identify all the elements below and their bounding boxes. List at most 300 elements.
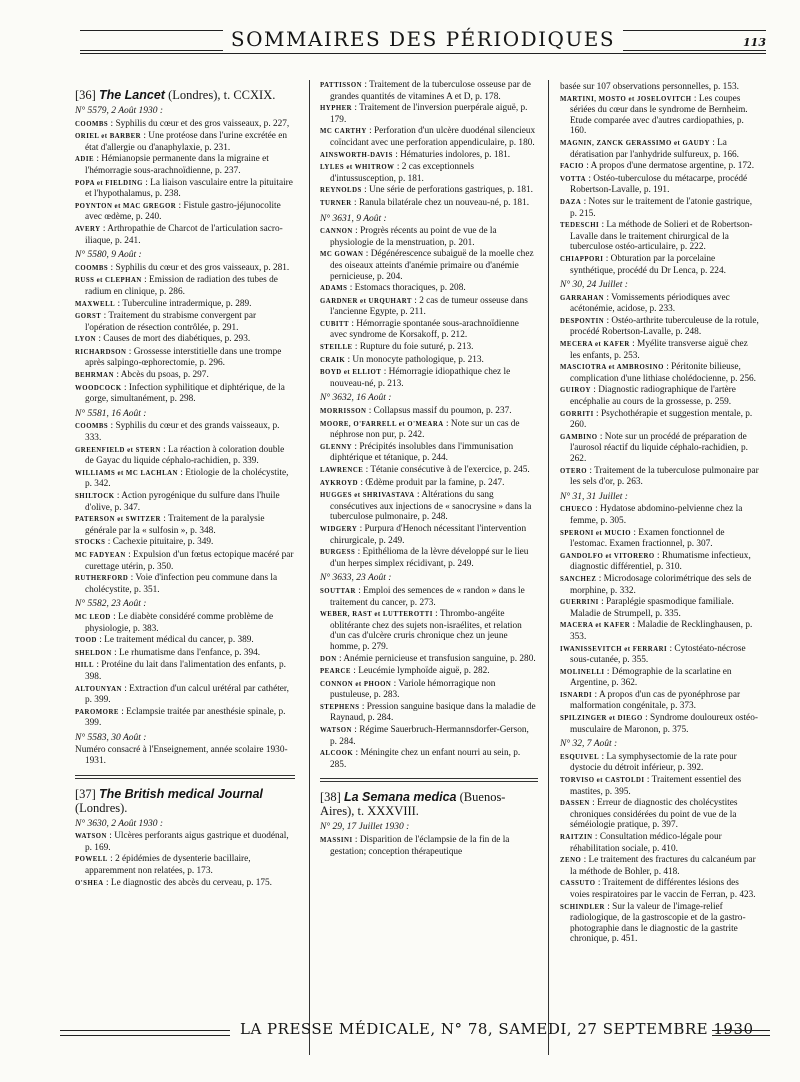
article-entry [75,648,295,660]
entry-title: : Anémie pernicieuse et transfusion sanguine, p. 280. [338,653,536,664]
entry-title: : Traitement de la tuberculose pulmonaire par les sels d'or, p. 263. [570,465,759,488]
entry-title: : La dératisation par l'anhydride sulfureux, p. 166. [570,137,739,160]
article-entry [320,367,538,389]
entry-author: POPA et FIELDING [75,179,143,187]
article-entry [560,293,760,315]
article-entry [320,198,538,210]
entry-title: : Action pyrogénique du sulfure dans l'huile d'olive, p. 347. [85,491,280,513]
entry-author: SHILTOCK [75,493,115,500]
entry-author: ESQUIVEL [560,753,600,761]
footer-text: LA PRESSE MÉDICALE, N° 78, SAMEDI, 27 SEPTEMBRE 1930 [240,1020,754,1038]
entry-title: : Note sur un cas de néphrose non pur, p. 242. [330,418,520,441]
entry-title: : Diagnostic radiographique de l'artère encéphalie au cours de la grossesse, p. 259. [570,385,736,408]
entry-title: : Infection syphilitique et diphtérique, de la gorge, simultanément, p. 298. [85,382,285,405]
entry-title: : Hydatose abdomino-pelvienne chez la femme, p. 305. [570,504,743,526]
entry-author: MARTINI, MOSTO et JOSELOVITCH [560,95,692,103]
entry-title: : Traitement de l'inversion puerpérale aiguë, p. 179. [330,103,528,125]
issue-heading: N° 5580, 9 Août : [75,250,142,261]
entry-author: ORIEL et BARBER [75,133,142,141]
entry-author: RICHARDSON [75,348,127,356]
article-entry [320,835,538,857]
entry-title: : Expulsion d'un fœtus ectopique macéré par curettage utérin, p. 350. [85,549,294,572]
entry-title: : Méningite chez un enfant nourri au sein, p. 285. [330,748,521,770]
entry-author: HUGGES et SHRIVASTAVA [320,492,415,500]
entry-title: : Purpura d'Henoch nécessitant l'intervention chirurgicale, p. 249. [330,523,527,546]
entry-title: : Traitement essentiel des mastites, p. 395. [570,775,742,797]
entry-author: DESPONTIN [560,317,605,325]
entry-title: basée sur 107 observations personnelles, p. 153. [560,82,739,92]
entry-author: OTERO [560,467,588,475]
entry-title: : Erreur de diagnostic des cholécystites chroniques considérées du point de vue de la séméiologie pratique, p. 397. [570,798,738,831]
entry-author: MACERA et KAFER [560,622,631,630]
entry-author: BOYD et ELLIOT [320,369,382,377]
section-separator [320,778,538,782]
entry-title: : Traitement de la paralysie générale par la « sulfosin », p. 348. [85,514,265,536]
entry-list [75,612,295,729]
header-rule [80,53,766,54]
article-entry [560,220,760,253]
entry-list [560,504,760,735]
entry-author: MOORE, O'FARRELL et O'MEARA [320,420,444,428]
entry-author: SANCHEZ [560,575,597,583]
entry-author: ADIE [75,156,94,164]
entry-author: GORRITI [560,410,594,418]
entry-author: GREENFIELD et STERN [75,446,161,454]
entry-title: : Syphilis du cœur et des grands vaisseaux, p. 333. [85,421,280,444]
entry-title: : Arthropathie de Charcot de l'articulation sacro-iliaque, p. 241. [85,223,283,246]
entry-title: : Vomissements périodiques avec acétonémie, acidose, p. 233. [570,292,730,315]
entry-title: : Œdème produit par la famine, p. 247. [360,477,505,488]
issue-heading: N° 32, 7 Août : [560,739,618,750]
page-number: 113 [737,36,766,49]
article-entry [320,226,538,248]
article-entry [75,831,295,853]
journal-heading [75,88,295,102]
entry-title: : Une protéose dans l'urine excrétée en état d'allergie ou d'anaphylaxie, p. 231. [85,131,288,153]
entry-title: : Emission de radiation des tubes de radium en clinique, p. 286. [85,275,278,297]
entry-author: BURGESS [320,549,356,557]
entry-title: : A propos d'une dermatose argentine, p. 172. [586,161,755,172]
entry-title: : Syphilis du cœur et des gros vaisseaux, p. 281. [110,262,290,273]
entry-title: : Epithélioma de la lèvre développé sur le lieu d'un herpes simplex récidivant, p. 249. [330,547,529,569]
entry-title: : Ostéo-tuberculose du métacarpe, procédé Robertson-Lavalle, p. 191. [570,173,748,196]
entry-title: : Traitement de différentes lésions des voies respiratoires par le vaccin de Ferran, p. 423. [570,878,756,900]
entry-author: TOOD [75,637,97,645]
entry-title: : Démographie de la scarlatine en Argentine, p. 362. [570,666,732,689]
article-entry [560,597,760,619]
entry-title: : Maladie de Recklinghausen, p. 353. [570,620,753,642]
article-entry [560,878,760,900]
article-entry [75,421,295,443]
article-entry [320,283,538,295]
entry-author: ISNARDI [560,691,593,699]
entry-title: : Progrès récents au point de vue de la physiologie de la menstruation, p. 201. [330,226,497,248]
entry-author: POYNTON et MAC GREGOR [75,202,177,210]
entry-author: TURNER [320,199,352,207]
footer-rule [712,1030,770,1036]
entry-title: : Protéine du lait dans l'alimentation des enfants, p. 398. [85,660,286,682]
page-footer [60,1018,770,1042]
entry-list [320,80,538,210]
entry-title: : Rupture du foie suturé, p. 213. [354,342,474,353]
article-entry [320,586,538,608]
article-entry [560,574,760,596]
article-entry [320,185,538,197]
article-entry [560,752,760,774]
entry-author: MOLINELLI [560,668,605,676]
entry-author: ZENO [560,857,582,865]
entry-title: : Le diabète considéré comme problème de physiologie, p. 383. [85,611,274,634]
entry-title: : Hémianopsie permanente dans la migraine et l'hémorragie sous-arachnoïdienne, p. 237. [85,154,269,176]
entry-author: SPILZINGER et DIEGO [560,715,643,723]
article-entry [75,347,295,369]
article-entry [75,660,295,682]
article-entry [560,385,760,407]
entry-title: : Paraplégie spasmodique familiale. Maladie de Strumpell, p. 335. [570,597,734,619]
article-entry [320,342,538,354]
entry-author: DAZA [560,198,582,206]
article-entry [75,468,295,490]
article-entry [560,432,760,465]
entry-author: PATERSON et SWITZER [75,516,161,524]
entry-title: : Leucémie lymphoïde aiguë, p. 282. [353,666,490,677]
issue-heading: N° 31, 31 Juillet : [560,491,628,502]
entry-author: CASSUTO [560,880,596,888]
entry-title: : Les coupes sériées du cœur dans le syndrome de Bernheim. Etude comparée avec d'autres cardiopathies, p. 160. [570,93,748,137]
entry-list [560,293,760,488]
entry-text: Numéro consacré à l'Enseignement, année scolaire 1930-1931. [75,745,288,767]
entry-list [320,406,538,569]
entry-title: : A propos d'un cas de pyonéphrose par malformation congénitale, p. 373. [570,689,741,712]
entry-author: MC GOWAN [320,251,364,259]
entry-author: SCHINDLER [560,903,605,911]
entry-title: : 2 cas exceptionnels d'intussusception, p. 181. [330,162,475,184]
entry-list [320,835,538,857]
entry-title: : Traitement de la tuberculose osseuse par de grandes quantités de vitamines A et D, p. 178. [330,80,531,102]
article-entry [320,319,538,341]
page-title: SOMMAIRES DES PÉRIODIQUES [223,27,623,51]
entry-author: WEBER, RAST et LUTTEROTTI [320,611,433,619]
article-entry [320,679,538,701]
entry-author: GANDOLFO et VITORERO [560,552,655,560]
column-divider [309,80,310,1055]
entry-title: : Cachexie pituitaire, p. 349. [107,537,214,548]
article-entry [75,370,295,382]
entry-title: : Le diagnostic des abcès du cerveau, p. 175. [106,877,273,888]
journal-details: (Londres), t. CCXIX. [168,88,276,102]
entry-title: : Le traitement médical du cancer, p. 389. [99,635,254,646]
article-entry [320,478,538,490]
column-2 [320,80,538,858]
article-entry [320,490,538,523]
entry-author: TEDESCHI [560,222,600,230]
entry-title: : 2 cas de tumeur osseuse dans l'ancienne Egypte, p. 211. [330,295,528,318]
entry-title: : Microdosage colorimétrique des sels de morphine, p. 332. [570,573,752,596]
entry-title: : Syndrome douloureux ostéo-musculaire de Maronon, p. 375. [570,713,758,735]
article-entry [320,465,538,477]
entry-title: : Notes sur le traitement de l'atonie gastrique, p. 215. [570,196,753,219]
entry-list [75,263,295,405]
entry-author: MECERA et KAFER [560,341,630,349]
entry-list [560,82,760,276]
entry-author: WATSON [320,727,352,735]
entry-author: DON [320,655,337,663]
entry-author: RUSS et CLEPHAN [75,277,142,285]
article-entry [75,154,295,176]
entry-title: : Altérations du sang consécutives aux injections de « sanocrysine » dans la tuberculose pulmonaire, p. 248. [330,490,532,523]
entry-title: : Un monocyte pathologique, p. 213. [347,354,484,365]
entry-title: : Rhumatisme infectieux, diagnostic différentiel, p. 310. [570,550,751,573]
journal-name: La Semana medica [343,790,457,805]
entry-author: FACIO [560,163,584,171]
entry-author: BEHRMAN [75,372,114,380]
article-entry [320,442,538,464]
article-entry [560,832,760,854]
entry-title: : Une série de perforations gastriques, p. 181. [364,185,533,196]
article-entry [560,798,760,831]
entry-title: : Précipités insolubles dans l'immunisation diphtérique et tétanique, p. 244. [330,441,514,464]
article-entry [75,224,295,246]
journal-number: [36] [75,88,96,102]
entry-title: : 2 épidémies de dysenterie bacillaire, apparemment non relatées, p. 173. [85,854,251,877]
article-entry [75,550,295,572]
article-entry [320,249,538,282]
article-entry [75,299,295,311]
entry-title: : La méthode de Solieri et de Robertson-Lavalle dans le traitement chirurgical de la tuberculose ostéo-articulaire, p. 222. [570,220,753,253]
entry-author: WIDGERY [320,525,358,533]
article-entry [560,174,760,196]
entry-author: COOMBS [75,264,109,272]
article-entry [560,690,760,712]
entry-author: LAWRENCE [320,467,364,474]
entry-author: POWELL [75,856,108,864]
entry-list [560,752,760,945]
entry-title: : Grossesse interstitielle dans une trompe après salpingo-œphorectomie, p. 296. [85,346,282,369]
entry-author: SPERONI et MUCIO [560,529,632,537]
article-entry [320,609,538,652]
entry-author: LYON [75,336,97,344]
article-entry [75,334,295,346]
entry-title: : Hématuries indolores, p. 181. [395,149,511,160]
article-entry [75,178,295,200]
entry-author: MC CARTHY [320,128,367,136]
column-divider [548,80,549,1055]
article-entry [560,362,760,384]
entry-author: MC FADYEAN [75,551,126,559]
article-entry [560,466,760,488]
entry-title: : La liaison vasculaire entre la pituitaire et l'hypothalamus, p. 238. [85,177,293,200]
entry-list [75,421,295,595]
article-entry [75,131,295,153]
entry-title: : Hémorragie spontanée sous-arachnoïdienne avec syndrome de Korsakoff, p. 212. [330,318,519,341]
entry-author: CHIAPPORI [560,255,604,263]
issue-heading: N° 3633, 23 Août : [320,573,392,584]
entry-title: : Dégénérescence subaiguë de la moelle chez des oiseaux atteints d'anémie primaire ou d'anémie pernicieuse, p. 204. [330,249,534,282]
article-entry [320,666,538,678]
entry-author: STOCKS [75,539,106,547]
article-entry [560,775,760,797]
entry-title: : Consultation médico-légale pour réhabilitation sociale, p. 410. [570,832,722,854]
article-entry [560,197,760,219]
entry-author: SHELDON [75,649,112,657]
article-entry [75,491,295,513]
entry-author: GUIROY [560,387,591,395]
issue-heading: N° 5583, 30 Août : [75,732,147,743]
entry-author: COOMBS [75,423,109,431]
entry-author: AINSWORTH-DAVIS [320,151,393,159]
entry-title: : Variole hémorragique non pustuleuse, p. 283. [330,678,496,701]
entry-title: : Fistule gastro-jéjunocolite avec œdème, p. 240. [85,200,281,223]
entry-author: HILL [75,662,94,670]
article-entry [75,311,295,333]
journal-number: [38] [320,790,341,805]
entry-title: : Causes de mort des diabétiques, p. 293. [98,334,251,345]
article-entry [75,445,295,467]
entry-author: O'SHEA [75,879,104,887]
entry-title: : Emploi des semences de « randon » dans le traitement du cancer, p. 273. [330,585,525,608]
entry-title: : Tuberculine intradermique, p. 289. [117,298,252,309]
entry-author: MASCIOTRA et AMBROSINO [560,364,664,372]
article-entry [560,713,760,735]
entry-title: : Ulcères perforants aigus gastrique et duodénal, p. 169. [85,831,289,853]
entry-title: : Régime Sauerbruch-Hermannsdorfer-Gerson, p. 284. [330,725,529,747]
article-entry [560,94,760,137]
article-entry [320,654,538,666]
article-entry [320,80,538,102]
entry-title: : Syphilis du cœur et des gros vaisseaux, p. 227, [110,118,290,129]
entry-author: COOMBS [75,120,109,128]
entry-author: GLENNY [320,443,353,451]
entry-title: : Disparition de l'éclampsie de la fin de la gestation; conception thérapeutique [330,835,510,857]
column-1 [75,82,295,890]
article-entry [75,707,295,729]
article-entry [320,355,538,367]
article-entry [75,263,295,275]
article-entry [560,504,760,526]
entry-author: GARRAHAN [560,294,605,302]
entry-author: ALCOOK [320,750,354,758]
entry-author: STEPHENS [320,703,360,711]
issue-heading: N° 5579, 2 Août 1930 : [75,106,164,116]
entry-author: IWANISSEVITCH et FERRARI [560,645,668,653]
entry-title: : Cytostéato-nécrose sous-cutanée, p. 355. [570,643,746,666]
article-entry [75,612,295,634]
issue-heading: N° 5581, 16 Août : [75,408,147,419]
entry-author: CRAIK [320,356,346,364]
article-entry [75,537,295,549]
entry-title: : Abcès du psoas, p. 297. [116,370,209,381]
article-entry [560,82,760,93]
entry-author: HYPHER [320,105,353,113]
entry-title: : Sur la valeur de l'image-relief radiologique, de la gastroscopie et de la gastro-photographie dans le diagnostic de la gastrite chronique, p. 451. [570,901,746,945]
article-entry [560,902,760,945]
entry-author: LYLES et WHITROW [320,164,395,172]
journal-name: The British medical Journal [98,786,263,801]
article-entry [320,702,538,724]
article-entry [560,161,760,173]
issue-heading: N° 3631, 9 Août : [320,213,387,224]
column-3 [560,82,760,946]
entry-title: : Obturation par la porcelaine synthétique, procédé du Dr Lenca, p. 224. [570,253,726,276]
entry-title: : Tétanie consécutive à de l'exercice, p. 245. [365,465,530,475]
entry-author: CUBITT [320,320,350,328]
article-entry [320,725,538,747]
entry-title: : Myélite transverse aiguë chez les enfants, p. 253. [570,339,748,361]
entry-author: CANNON [320,228,353,236]
article-entry [75,635,295,647]
article-entry [560,667,760,689]
entry-list [75,831,295,889]
issue-heading: N° 3632, 16 Août : [320,393,392,404]
article-entry [560,316,760,338]
entry-author: DASSEN [560,800,590,808]
issue-heading: N° 3630, 2 Août 1930 : [75,818,164,829]
article-entry [75,878,295,890]
entry-title: : Examen fonctionnel de l'estomac. Examen fractionnel, p. 307. [570,527,725,550]
article-entry [560,339,760,361]
entry-author: GORST [75,313,102,321]
footer-rule [60,1030,230,1036]
article-entry [75,854,295,876]
entry-title: : Pression sanguine basique dans la maladie de Raynaud, p. 284. [330,701,536,724]
entry-list [320,586,538,771]
entry-author: PAROMORE [75,708,119,716]
entry-author: SOUTTAR [320,587,356,595]
journal-heading [75,787,295,815]
entry-title: : Note sur un procédé de préparation de l'aurosol réactif du liquide céphalo-rachidien, p. 262. [570,431,748,464]
issue-heading: N° 29, 17 Juillet 1930 : [320,822,410,833]
entry-author: GAMBINO [560,433,598,441]
article-entry [320,748,538,770]
entry-title: : Traitement du strabisme convergent par l'opération de résection contrôlée, p. 291. [85,311,257,333]
entry-title: : Estomacs thoraciques, p. 208. [349,283,466,294]
article-entry [75,514,295,536]
article-entry [75,119,295,131]
page-header [80,27,766,55]
article-entry [320,162,538,184]
entry-author: MC LEOD [75,613,111,621]
article-entry [75,684,295,706]
entry-title: : Psychothérapie et suggestion mentale, p. 260. [570,408,753,431]
entry-title: : Le traitement des fractures du calcanéum par la méthode de Bohler, p. 418. [570,855,756,877]
article-entry [320,547,538,569]
journal-details: (Buenos-Aires), t. XXXVIII. [320,790,506,819]
entry-title: : Péritonite bilieuse, complication d'une lithiase cholédocienne, p. 256. [570,362,757,384]
entry-author: GUERRINI [560,599,599,607]
article-entry [560,644,760,666]
entry-author: WOODCOCK [75,384,122,392]
journal-details: (Londres). [75,800,128,815]
entry-title: : Perforation d'un ulcère duodénal silencieux coïncidant avec une perforation appendiculaire, p. 180. [330,126,536,148]
entry-title: : Ostéo-arthrite tuberculeuse de la rotule, procédé Robertson-Lavalle, p. 248. [570,315,759,338]
journal-name: The Lancet [98,88,165,102]
entry-author: WATSON [75,833,107,841]
journal-number: [37] [75,786,96,801]
article-entry [560,138,760,160]
article-entry [560,551,760,573]
entry-title: : Hémorragie idiopathique chez le nouveau-né, p. 213. [330,367,511,389]
entry-author: PATTISSON [320,82,363,89]
entry-author: VOTTA [560,175,587,183]
article-entry [560,528,760,550]
entry-author: MORRISSON [320,408,367,416]
article-entry [320,524,538,546]
entry-title: : Collapsus massif du poumon, p. 237. [368,406,512,417]
issue-heading: N° 5582, 23 Août : [75,599,147,610]
entry-author: ADAMS [320,285,348,293]
entry-title: : Voie d'infection peu commune dans la cholécystite, p. 351. [85,573,278,595]
article-entry [75,383,295,405]
